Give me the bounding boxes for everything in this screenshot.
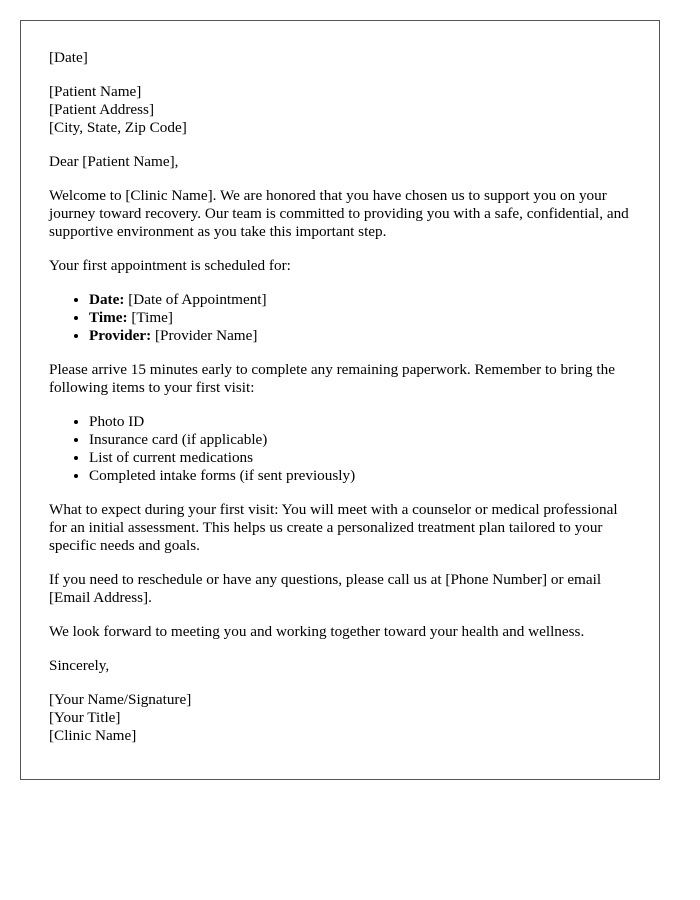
detail-value: [Date of Appointment] [124,291,267,308]
recipient-name: [Patient Name] [49,83,142,100]
detail-value: [Time] [127,309,173,326]
recipient-city-line: [City, State, Zip Code] [49,119,187,136]
appointment-detail-date [89,291,631,309]
signature-clinic: [Clinic Name] [49,727,137,744]
sign-off: Sincerely, [49,657,110,674]
list-item: • Insurance card (if applicable) [89,431,631,449]
signature-name: [Your Name/Signature] [49,691,192,708]
appointment-details-list [49,291,631,345]
appointment-intro: Your first appointment is scheduled for: [49,257,291,274]
recipient-address: [Patient Address] [49,101,155,118]
detail-value: [Provider Name] [151,327,258,344]
letter-document [20,20,660,780]
appointment-detail-provider [89,327,631,345]
welcome-paragraph: Welcome to [Clinic Name]. We are honored that you have chosen us to support you on your journey toward recovery. Our team is committed to providing you with a safe, confidential, and supportive environment as you take this important step. [49,187,629,240]
letter-date: [Date] [49,49,88,66]
items-to-bring-list [49,413,631,485]
recipient-address-block [49,83,631,137]
signature-title: [Your Title] [49,709,121,726]
appointment-detail-time [89,309,631,327]
list-item: • Photo ID [89,413,631,431]
salutation: Dear [Patient Name], [49,153,179,170]
detail-label: Time: [89,309,128,326]
expect-paragraph: What to expect during your first visit: You will meet with a counselor or medical professional for an initial assessment. This helps us create a personalized treatment plan tailored to your specific needs and goals. [49,501,618,554]
list-item: • Completed intake forms (if sent previously) [89,467,631,485]
closing-paragraph: We look forward to meeting you and working together toward your health and wellness. [49,623,585,640]
list-item: • List of current medications [89,449,631,467]
arrival-paragraph: Please arrive 15 minutes early to complete any remaining paperwork. Remember to bring the following items to your first visit: [49,361,615,396]
detail-label: Provider: [89,327,152,344]
detail-label: Date: [89,291,125,308]
contact-paragraph: If you need to reschedule or have any questions, please call us at [Phone Number] or email [Email Address]. [49,571,602,606]
signature-block [49,691,631,745]
